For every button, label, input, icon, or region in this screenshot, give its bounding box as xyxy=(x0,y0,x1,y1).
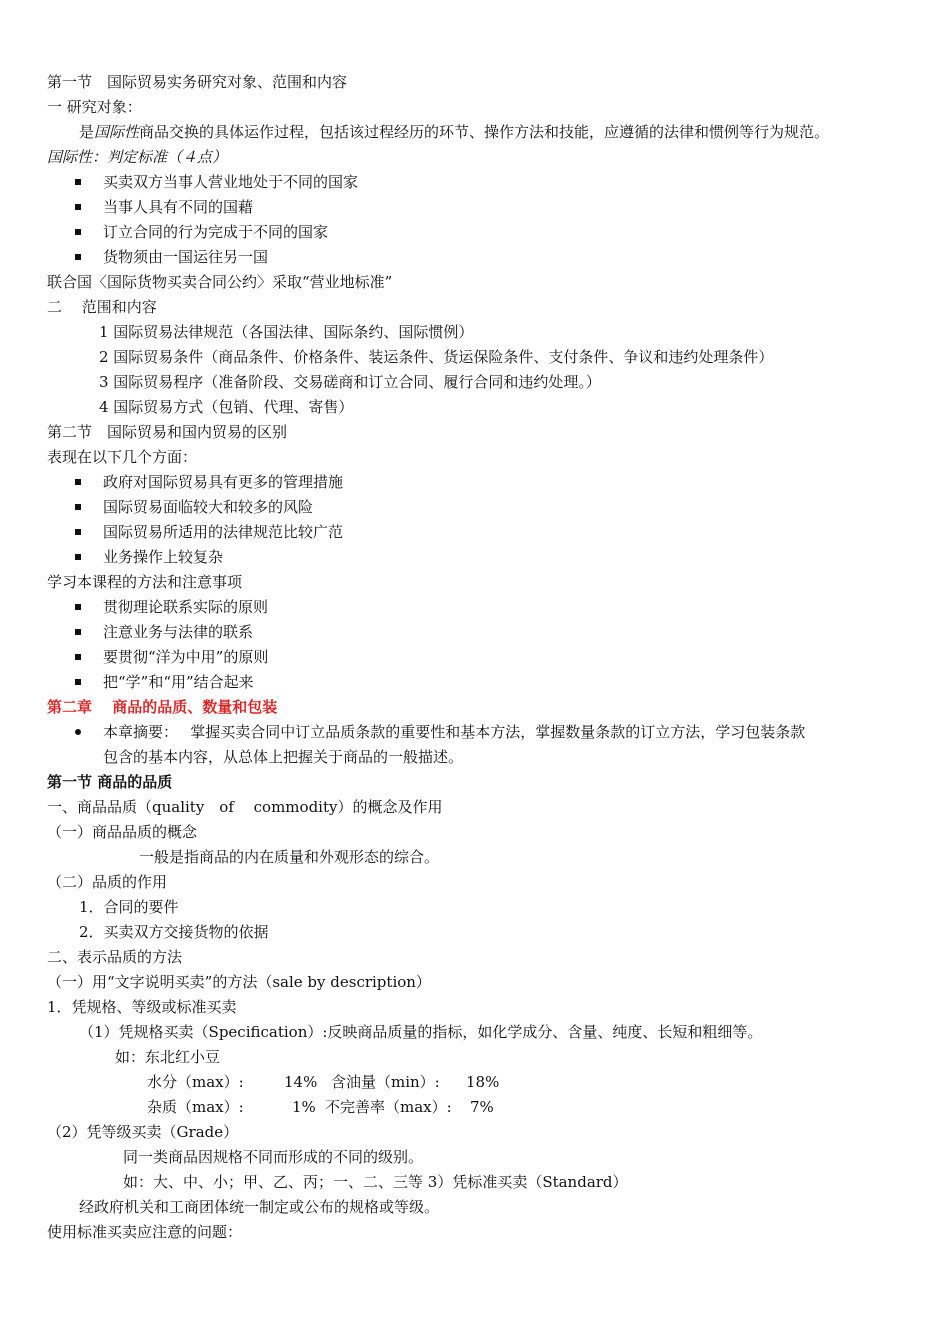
bullet-square xyxy=(75,604,81,610)
international-standard-heading: 国际性：判定标准（４点） xyxy=(47,148,228,166)
list-item: 要贯彻“洋为中用”的原则 xyxy=(103,648,269,666)
list-item: 把“学”和“用”结合起来 xyxy=(103,673,254,691)
spec-heading: 1．凭规格、等级或标准买卖 xyxy=(47,998,237,1016)
list-item: 订立合同的行为完成于不同的国家 xyxy=(103,223,329,241)
scope-item: 1 国际贸易法律规范（各国法律、国际条约、国际惯例） xyxy=(99,323,474,341)
spec-row-value: 1% xyxy=(292,1098,316,1116)
list-item: 当事人具有不同的国藉 xyxy=(103,198,254,216)
chapter-2-section-1-title: 第一节 商品的品质 xyxy=(47,773,173,791)
bullet-square xyxy=(75,504,81,510)
list-item: 国际贸易面临较大和较多的风险 xyxy=(103,498,314,516)
bullet-square xyxy=(75,179,81,185)
bullet-square xyxy=(75,254,81,260)
spec-row-label: 不完善率（max）: xyxy=(325,1098,452,1116)
bullet-square xyxy=(75,629,81,635)
standard-text: 经政府机关和工商团体统一制定或公布的规格或等级。 xyxy=(79,1198,440,1216)
scope-item: 2 国际贸易条件（商品条件、价格条件、装运条件、货运保险条件、支付条件、争议和违约处理条件） xyxy=(99,348,774,366)
spec-row-value: 7% xyxy=(470,1098,494,1116)
list-item: 货物须由一国运往另一国 xyxy=(103,248,269,266)
bullet-dot xyxy=(75,729,81,735)
quality-concept-heading: 一、商品品质（quality of commodity）的概念及作用 xyxy=(47,798,443,816)
spec-row-value: 18% xyxy=(466,1073,500,1091)
chapter-summary-line2: 包含的基本内容，从总体上把握关于商品的一般描述。 xyxy=(103,748,464,766)
method-heading: 学习本课程的方法和注意事项 xyxy=(47,573,243,591)
example-heading: 如：东北红小豆 xyxy=(115,1048,221,1066)
scope-item: 3 国际贸易程序（准备阶段、交易磋商和订立合同、履行合同和违约处理。） xyxy=(99,373,601,391)
spec-row-label: 含油量（min）: xyxy=(331,1073,440,1091)
specification-text: （1）凭规格买卖（Specification）:反映商品质量的指标，如化学成分、含量、纯度、长短和粗细等。 xyxy=(79,1023,763,1041)
list-item: 政府对国际贸易具有更多的管理措施 xyxy=(103,473,344,491)
list-item: 注意业务与法律的联系 xyxy=(103,623,254,641)
spec-row-label: 杂质（max）: xyxy=(147,1098,244,1116)
un-convention-text: 联合国〈国际货物买卖合同公约〉采取“营业地标准” xyxy=(47,273,393,291)
bullet-square xyxy=(75,554,81,560)
bullet-square xyxy=(75,204,81,210)
list-item: 业务操作上较复杂 xyxy=(103,548,224,566)
scope-item: 4 国际贸易方式（包销、代理、寄售） xyxy=(99,398,354,416)
standard-note: 使用标准买卖应注意的问题： xyxy=(47,1223,243,1241)
aspects-heading: 表现在以下几个方面： xyxy=(47,448,198,466)
chapter-summary-line1: 本章摘要： 掌握买卖合同中订立品质条款的重要性和基本方法，掌握数量条款的订立方法，学习包装条款 xyxy=(103,723,806,741)
section-1-title: 第一节 国际贸易实务研究对象、范围和内容 xyxy=(47,73,348,91)
bullet-square xyxy=(75,229,81,235)
spec-row-value: 14% xyxy=(284,1073,318,1091)
role-item: 1．合同的要件 xyxy=(79,898,179,916)
research-object-text: 是国际性商品交换的具体运作过程，包括该过程经历的环节、操作方法和技能，应遵循的法律和惯例等行为规范。 xyxy=(79,123,830,141)
express-subheading-1: （一）用“文字说明买卖”的方法（sale by description） xyxy=(47,973,431,991)
role-item: 2．买卖双方交接货物的依据 xyxy=(79,923,269,941)
list-item: 贯彻理论联系实际的原则 xyxy=(103,598,269,616)
concept-subheading: （一）商品品质的概念 xyxy=(47,823,198,841)
spec-row-label: 水分（max）: xyxy=(147,1073,244,1091)
concept-text: 一般是指商品的内在质量和外观形态的综合。 xyxy=(139,848,440,866)
bullet-square xyxy=(75,529,81,535)
express-quality-heading: 二、表示品质的方法 xyxy=(47,948,183,966)
chapter-2-title: 第二章 商品的品质、数量和包装 xyxy=(47,698,278,716)
grade-heading: （2）凭等级买卖（Grade） xyxy=(47,1123,239,1141)
list-item: 国际贸易所适用的法律规范比较广范 xyxy=(103,523,344,541)
bullet-square xyxy=(75,479,81,485)
list-item: 买卖双方当事人营业地处于不同的国家 xyxy=(103,173,359,191)
grade-example: 如：大、中、小；甲、乙、丙；一、二、三等 3）凭标准买卖（Standard） xyxy=(123,1173,628,1191)
section-2-title: 第二节 国际贸易和国内贸易的区别 xyxy=(47,423,288,441)
grade-text: 同一类商品因规格不同而形成的不同的级别。 xyxy=(123,1148,424,1166)
bullet-square xyxy=(75,679,81,685)
scope-heading: 二 范围和内容 xyxy=(47,298,157,316)
research-object-heading: 一 研究对象： xyxy=(47,98,142,116)
role-subheading: （二）品质的作用 xyxy=(47,873,168,891)
bullet-square xyxy=(75,654,81,660)
